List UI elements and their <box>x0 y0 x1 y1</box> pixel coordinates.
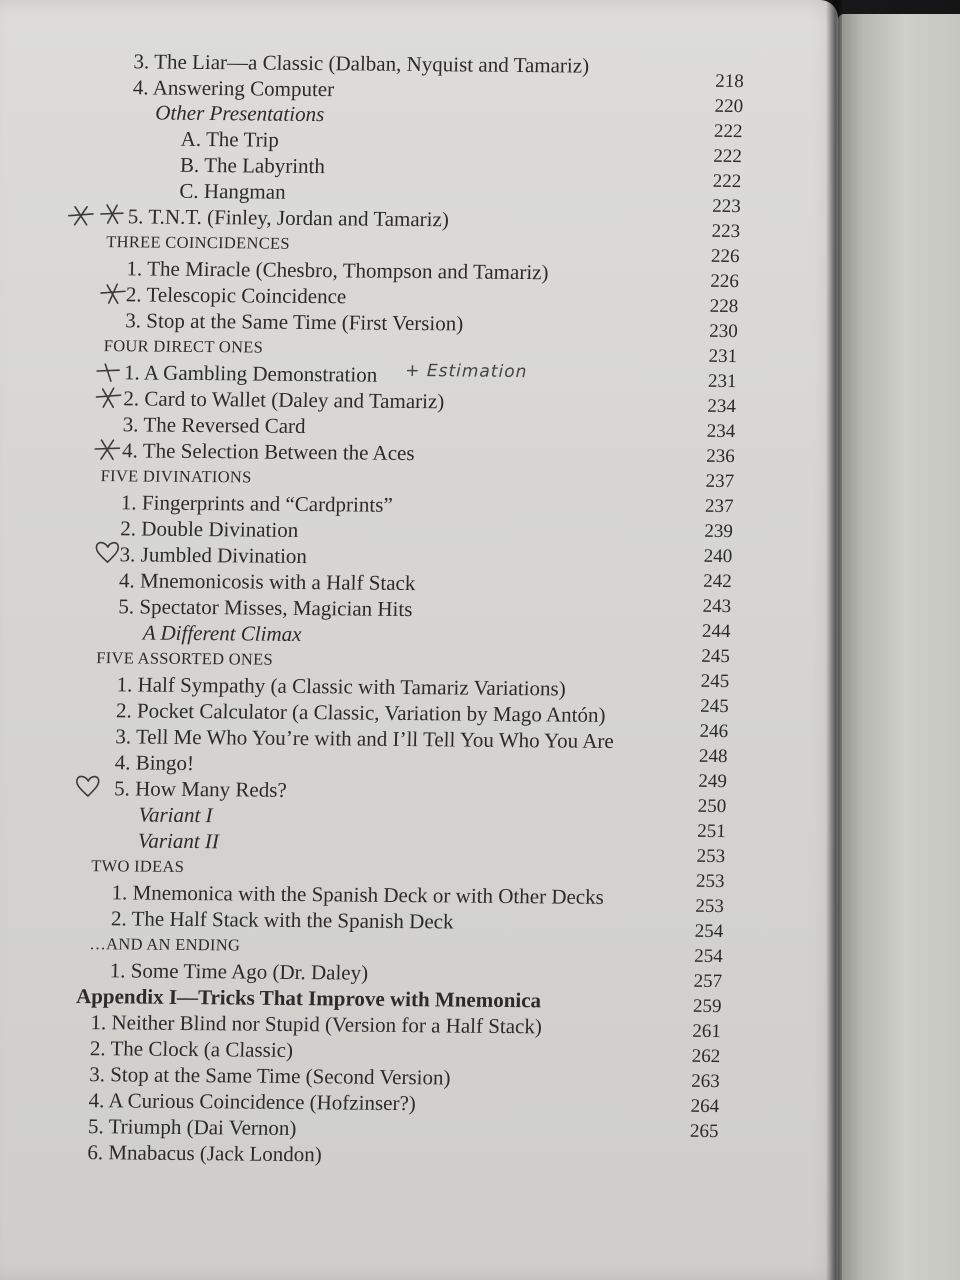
toc-entry: 3. Stop at the Same Time (Second Version) <box>88 1062 451 1090</box>
toc-entry: 5. How Many Reds? <box>113 776 288 802</box>
page-number: 231 <box>708 345 738 368</box>
page-number: 264 <box>690 1095 720 1118</box>
toc-entry: 5. Spectator Misses, Magician Hits <box>118 594 413 622</box>
page-number: 234 <box>706 420 736 443</box>
page-number: 231 <box>707 370 737 393</box>
star-mark-icon <box>94 385 125 411</box>
toc-entry: 2. The Half Stack with the Spanish Deck <box>110 906 454 934</box>
page-number: 240 <box>703 545 733 568</box>
page-number: 223 <box>711 195 741 218</box>
page-number: 248 <box>698 745 728 768</box>
toc-entry: 1. Fingerprints and “Cardprints” <box>120 490 394 517</box>
toc-entry: 4. Mnemonicosis with a Half Stack <box>118 568 416 596</box>
page-number: 222 <box>713 145 743 168</box>
toc-entry: 4. Bingo! <box>114 750 195 776</box>
toc-entry: 3. The Liar—a Classic (Dalban, Nyquist and Tamariz) <box>133 49 590 78</box>
toc-entry: 4. Answering Computer <box>132 75 335 102</box>
toc-subheading: Variant I <box>138 802 213 828</box>
toc-entry: 4. A Curious Coincidence (Hofzinser?) <box>88 1088 417 1116</box>
page-number: 244 <box>701 620 731 643</box>
page-number: 265 <box>689 1120 719 1143</box>
page-number: 246 <box>699 720 729 743</box>
page-number: 242 <box>702 570 732 593</box>
page-number: 223 <box>711 220 741 243</box>
page-number: 220 <box>714 95 744 118</box>
toc-entry: 1. Half Sympathy (a Classic with Tamariz Variations) <box>116 672 567 701</box>
page-number: 234 <box>707 395 737 418</box>
toc-section-heading: FIVE ASSORTED ONES <box>96 648 274 669</box>
toc-entry: 4. The Selection Between the Aces <box>121 438 415 466</box>
page-number: 222 <box>712 170 742 193</box>
toc-section-heading: FIVE DIVINATIONS <box>100 466 252 487</box>
toc-entry: 3. Jumbled Divination <box>119 542 308 569</box>
page-number: 245 <box>699 695 729 718</box>
heart-mark-icon <box>73 773 104 799</box>
toc-entry: 2. Double Divination <box>120 516 299 542</box>
page-number: 259 <box>692 995 722 1018</box>
toc-entry: 1. Neither Blind nor Stupid (Version for a Half Stack) <box>90 1010 543 1039</box>
toc-entry: 3. Stop at the Same Time (First Version) <box>125 308 464 336</box>
toc-entry: 2. The Clock (a Classic) <box>89 1036 294 1063</box>
star-mark-icon <box>67 203 98 229</box>
page-number: 253 <box>695 870 725 893</box>
toc-entry: 5. T.N.T. (Finley, Jordan and Tamariz) <box>127 204 450 232</box>
page-number: 239 <box>704 520 734 543</box>
page-number: 253 <box>695 895 725 918</box>
toc-entry: 3. Tell Me Who You’re with and I’ll Tell You Who You Are <box>115 724 615 753</box>
toc-subheading: A Different Climax <box>142 620 302 647</box>
toc-entry: 1. Mnemonica with the Spanish Deck or with Other Decks <box>111 880 605 909</box>
handwritten-note: + Estimation <box>404 360 528 383</box>
page-number: 237 <box>704 495 734 518</box>
heart-mark-icon <box>92 539 123 565</box>
toc-section-heading: FOUR DIRECT ONES <box>103 336 264 357</box>
star-mark-icon <box>99 201 130 227</box>
page-number: 230 <box>708 320 738 343</box>
toc-entry: 6. Mnabacus (Jack London) <box>87 1140 323 1167</box>
toc-entry: 5. Triumph (Dai Vernon) <box>87 1114 297 1141</box>
page-number: 237 <box>705 470 735 493</box>
toc-section-heading: TWO IDEAS <box>91 856 185 876</box>
facing-page-edge <box>838 14 960 1280</box>
page-number: 228 <box>709 295 739 318</box>
page-number: 245 <box>700 670 730 693</box>
page-number: 257 <box>693 970 723 993</box>
page-number: 253 <box>696 845 726 868</box>
star-mark-icon <box>99 281 130 307</box>
page-number: 226 <box>710 270 740 293</box>
toc-entry: 1. A Gambling Demonstration <box>123 360 378 387</box>
page-number: 254 <box>693 945 723 968</box>
toc-entry: 2. Pocket Calculator (a Classic, Variation by Mago Antón) <box>115 698 606 727</box>
page-number: 218 <box>714 70 744 93</box>
page-number: 226 <box>710 245 740 268</box>
toc-entry: 3. The Reversed Card <box>122 412 306 438</box>
page-number: 249 <box>698 770 728 793</box>
toc-section-heading: …AND AN ENDING <box>89 934 241 955</box>
page-number: 222 <box>713 120 743 143</box>
star-mark-icon <box>95 359 126 385</box>
page-number: 254 <box>694 920 724 943</box>
page-number: 236 <box>705 445 735 468</box>
toc-entry: 1. Some Time Ago (Dr. Daley) <box>109 958 369 985</box>
page-number: 245 <box>701 645 731 668</box>
page-number: 262 <box>691 1045 721 1068</box>
toc-entry: C. Hangman <box>179 178 286 204</box>
page-number: 250 <box>697 795 727 818</box>
page-number: 243 <box>702 595 732 618</box>
toc-entry: 2. Card to Wallet (Daley and Tamariz) <box>123 386 445 414</box>
toc-entry: B. The Labyrinth <box>179 152 326 179</box>
toc-subheading: Variant II <box>137 828 220 854</box>
page-number: 263 <box>690 1070 720 1093</box>
star-mark-icon <box>93 437 124 463</box>
toc-appendix-title: Appendix I—Tricks That Improve with Mnemonica <box>75 983 542 1013</box>
page-number: 261 <box>692 1020 722 1043</box>
toc-entry: 1. The Miracle (Chesbro, Thompson and Tamariz) <box>126 256 549 285</box>
page-number: 251 <box>696 820 726 843</box>
toc-entry: A. The Trip <box>180 126 280 152</box>
toc-section-heading: THREE COINCIDENCES <box>106 232 291 253</box>
toc-subheading: Other Presentations <box>155 100 325 127</box>
toc-entry: 2. Telescopic Coincidence <box>125 282 347 309</box>
